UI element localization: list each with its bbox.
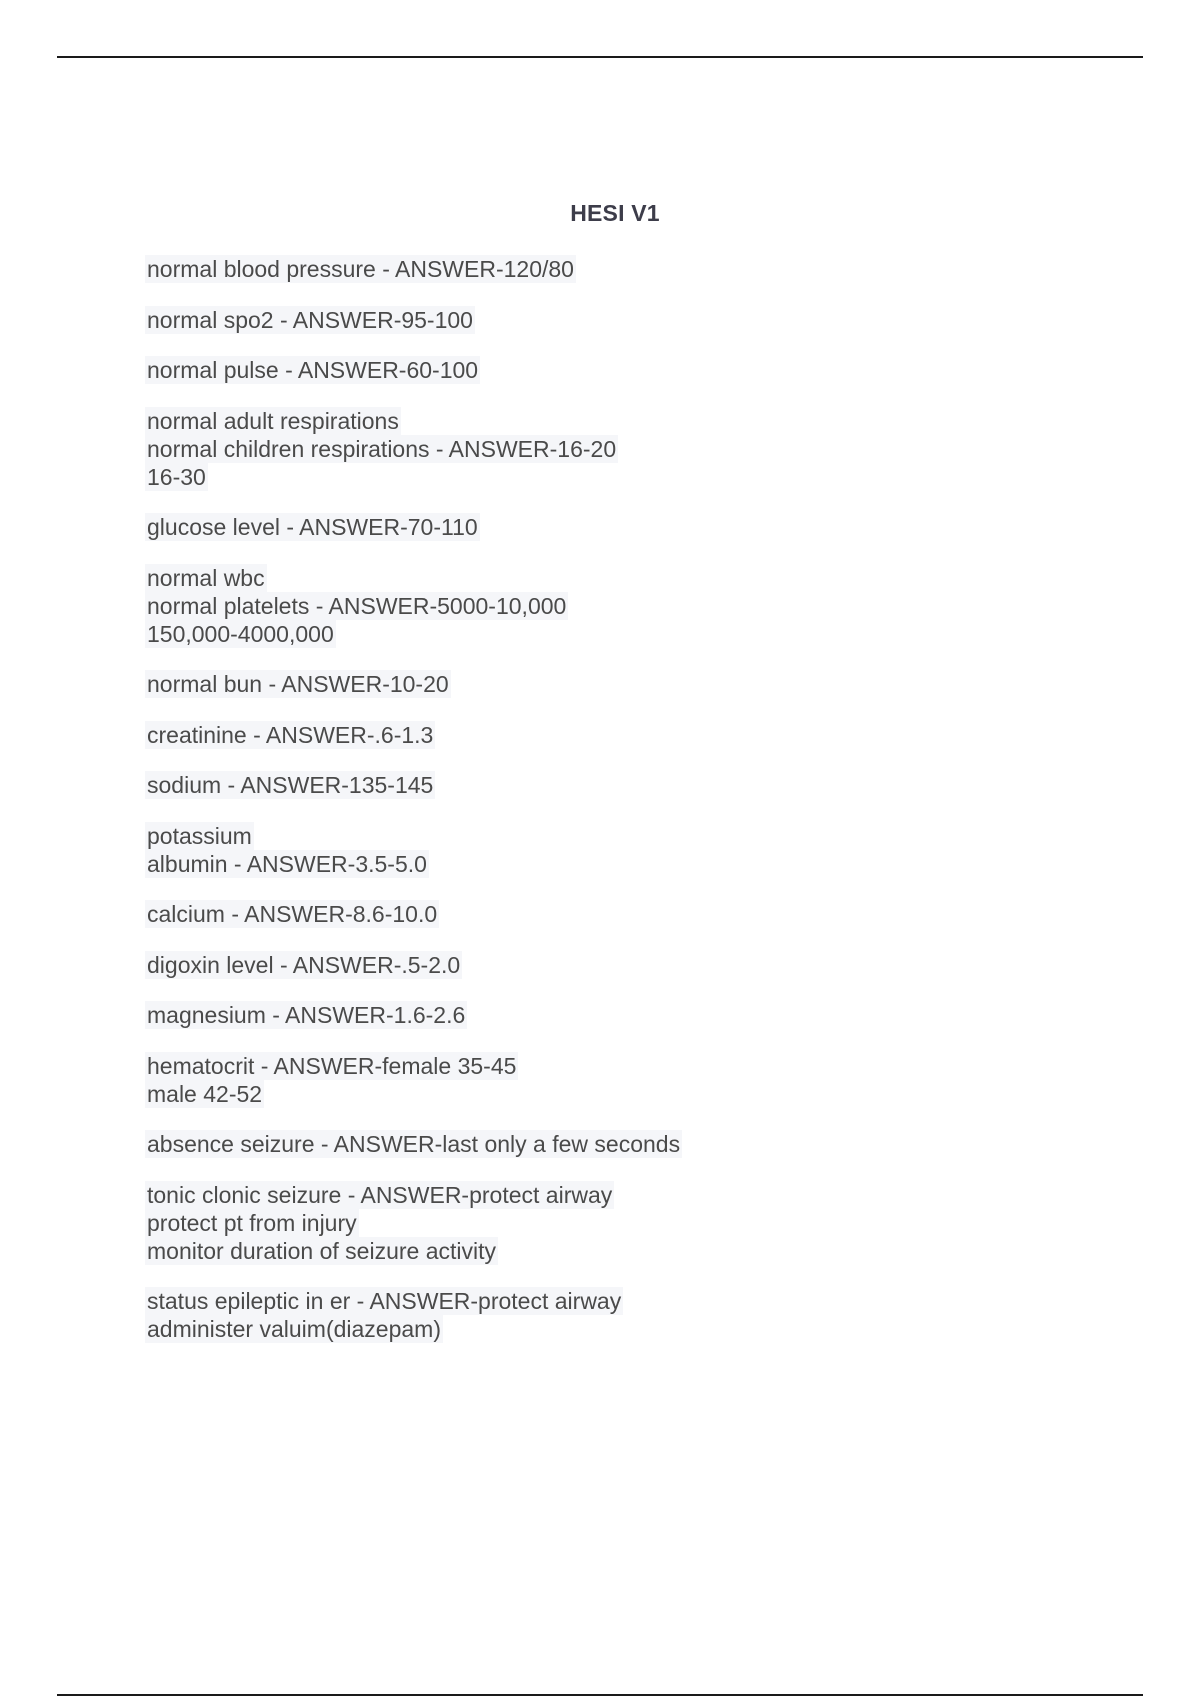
flashcard-line: hematocrit - ANSWER-female 35-45: [147, 1052, 517, 1079]
page-title: HESI V1: [570, 200, 660, 226]
flashcard-line: male 42-52: [147, 1080, 263, 1107]
flashcard-list: [145, 255, 1145, 1366]
flashcard-line: protect pt from injury: [147, 1209, 357, 1236]
header-rule: [57, 56, 1143, 58]
flashcard-line: tonic clonic seizure - ANSWER-protect airway: [147, 1181, 613, 1208]
flashcard-line: calcium - ANSWER-8.6-10.0: [147, 901, 438, 927]
flashcard-line: albumin - ANSWER-3.5-5.0: [147, 850, 427, 877]
flashcard: [145, 407, 1145, 491]
flashcard: [145, 1287, 1145, 1343]
flashcard-line: creatinine - ANSWER-.6-1.3: [147, 721, 434, 748]
flashcard-line: normal spo2 - ANSWER-95-100: [147, 306, 473, 333]
flashcard-line: normal wbc: [147, 564, 265, 591]
flashcard: [145, 564, 1145, 648]
flashcard: [145, 255, 1145, 283]
flashcard-line: absence seizure - ANSWER-last only a few seconds: [147, 1131, 681, 1157]
flashcard: [145, 513, 1145, 541]
flashcard-line: potassium: [147, 822, 252, 849]
flashcard-line: 16-30: [147, 463, 206, 490]
flashcard: [145, 900, 1145, 928]
flashcard-line: normal children respirations - ANSWER-16-20: [147, 435, 617, 462]
flashcard-line: 150,000-4000,000: [147, 620, 334, 647]
flashcard: [145, 771, 1145, 799]
flashcard: [145, 1130, 1145, 1158]
flashcard: [145, 721, 1145, 749]
flashcard-line: normal platelets - ANSWER-5000-10,000: [147, 592, 567, 619]
flashcard-line: administer valuim(diazepam): [147, 1316, 441, 1342]
flashcard: [145, 1052, 1145, 1108]
flashcard-line: status epileptic in er - ANSWER-protect airway: [147, 1288, 622, 1314]
flashcard: [145, 1001, 1145, 1029]
flashcard-line: normal bun - ANSWER-10-20: [147, 671, 449, 697]
footer-rule: [57, 1694, 1143, 1696]
flashcard: [145, 356, 1145, 384]
flashcard-line: digoxin level - ANSWER-.5-2.0: [147, 951, 461, 978]
flashcard-line: normal adult respirations: [147, 407, 399, 434]
flashcard-line: monitor duration of seizure activity: [147, 1237, 496, 1264]
flashcard: [145, 951, 1145, 979]
flashcard-line: normal pulse - ANSWER-60-100: [147, 357, 479, 383]
flashcard-line: normal blood pressure - ANSWER-120/80: [147, 256, 574, 282]
flashcard-line: sodium - ANSWER-135-145: [147, 772, 434, 798]
flashcard: [145, 670, 1145, 698]
flashcard-line: glucose level - ANSWER-70-110: [147, 514, 478, 540]
flashcard: [145, 822, 1145, 878]
flashcard-line: magnesium - ANSWER-1.6-2.6: [147, 1002, 466, 1028]
flashcard: [145, 1181, 1145, 1265]
flashcard: [145, 306, 1145, 334]
